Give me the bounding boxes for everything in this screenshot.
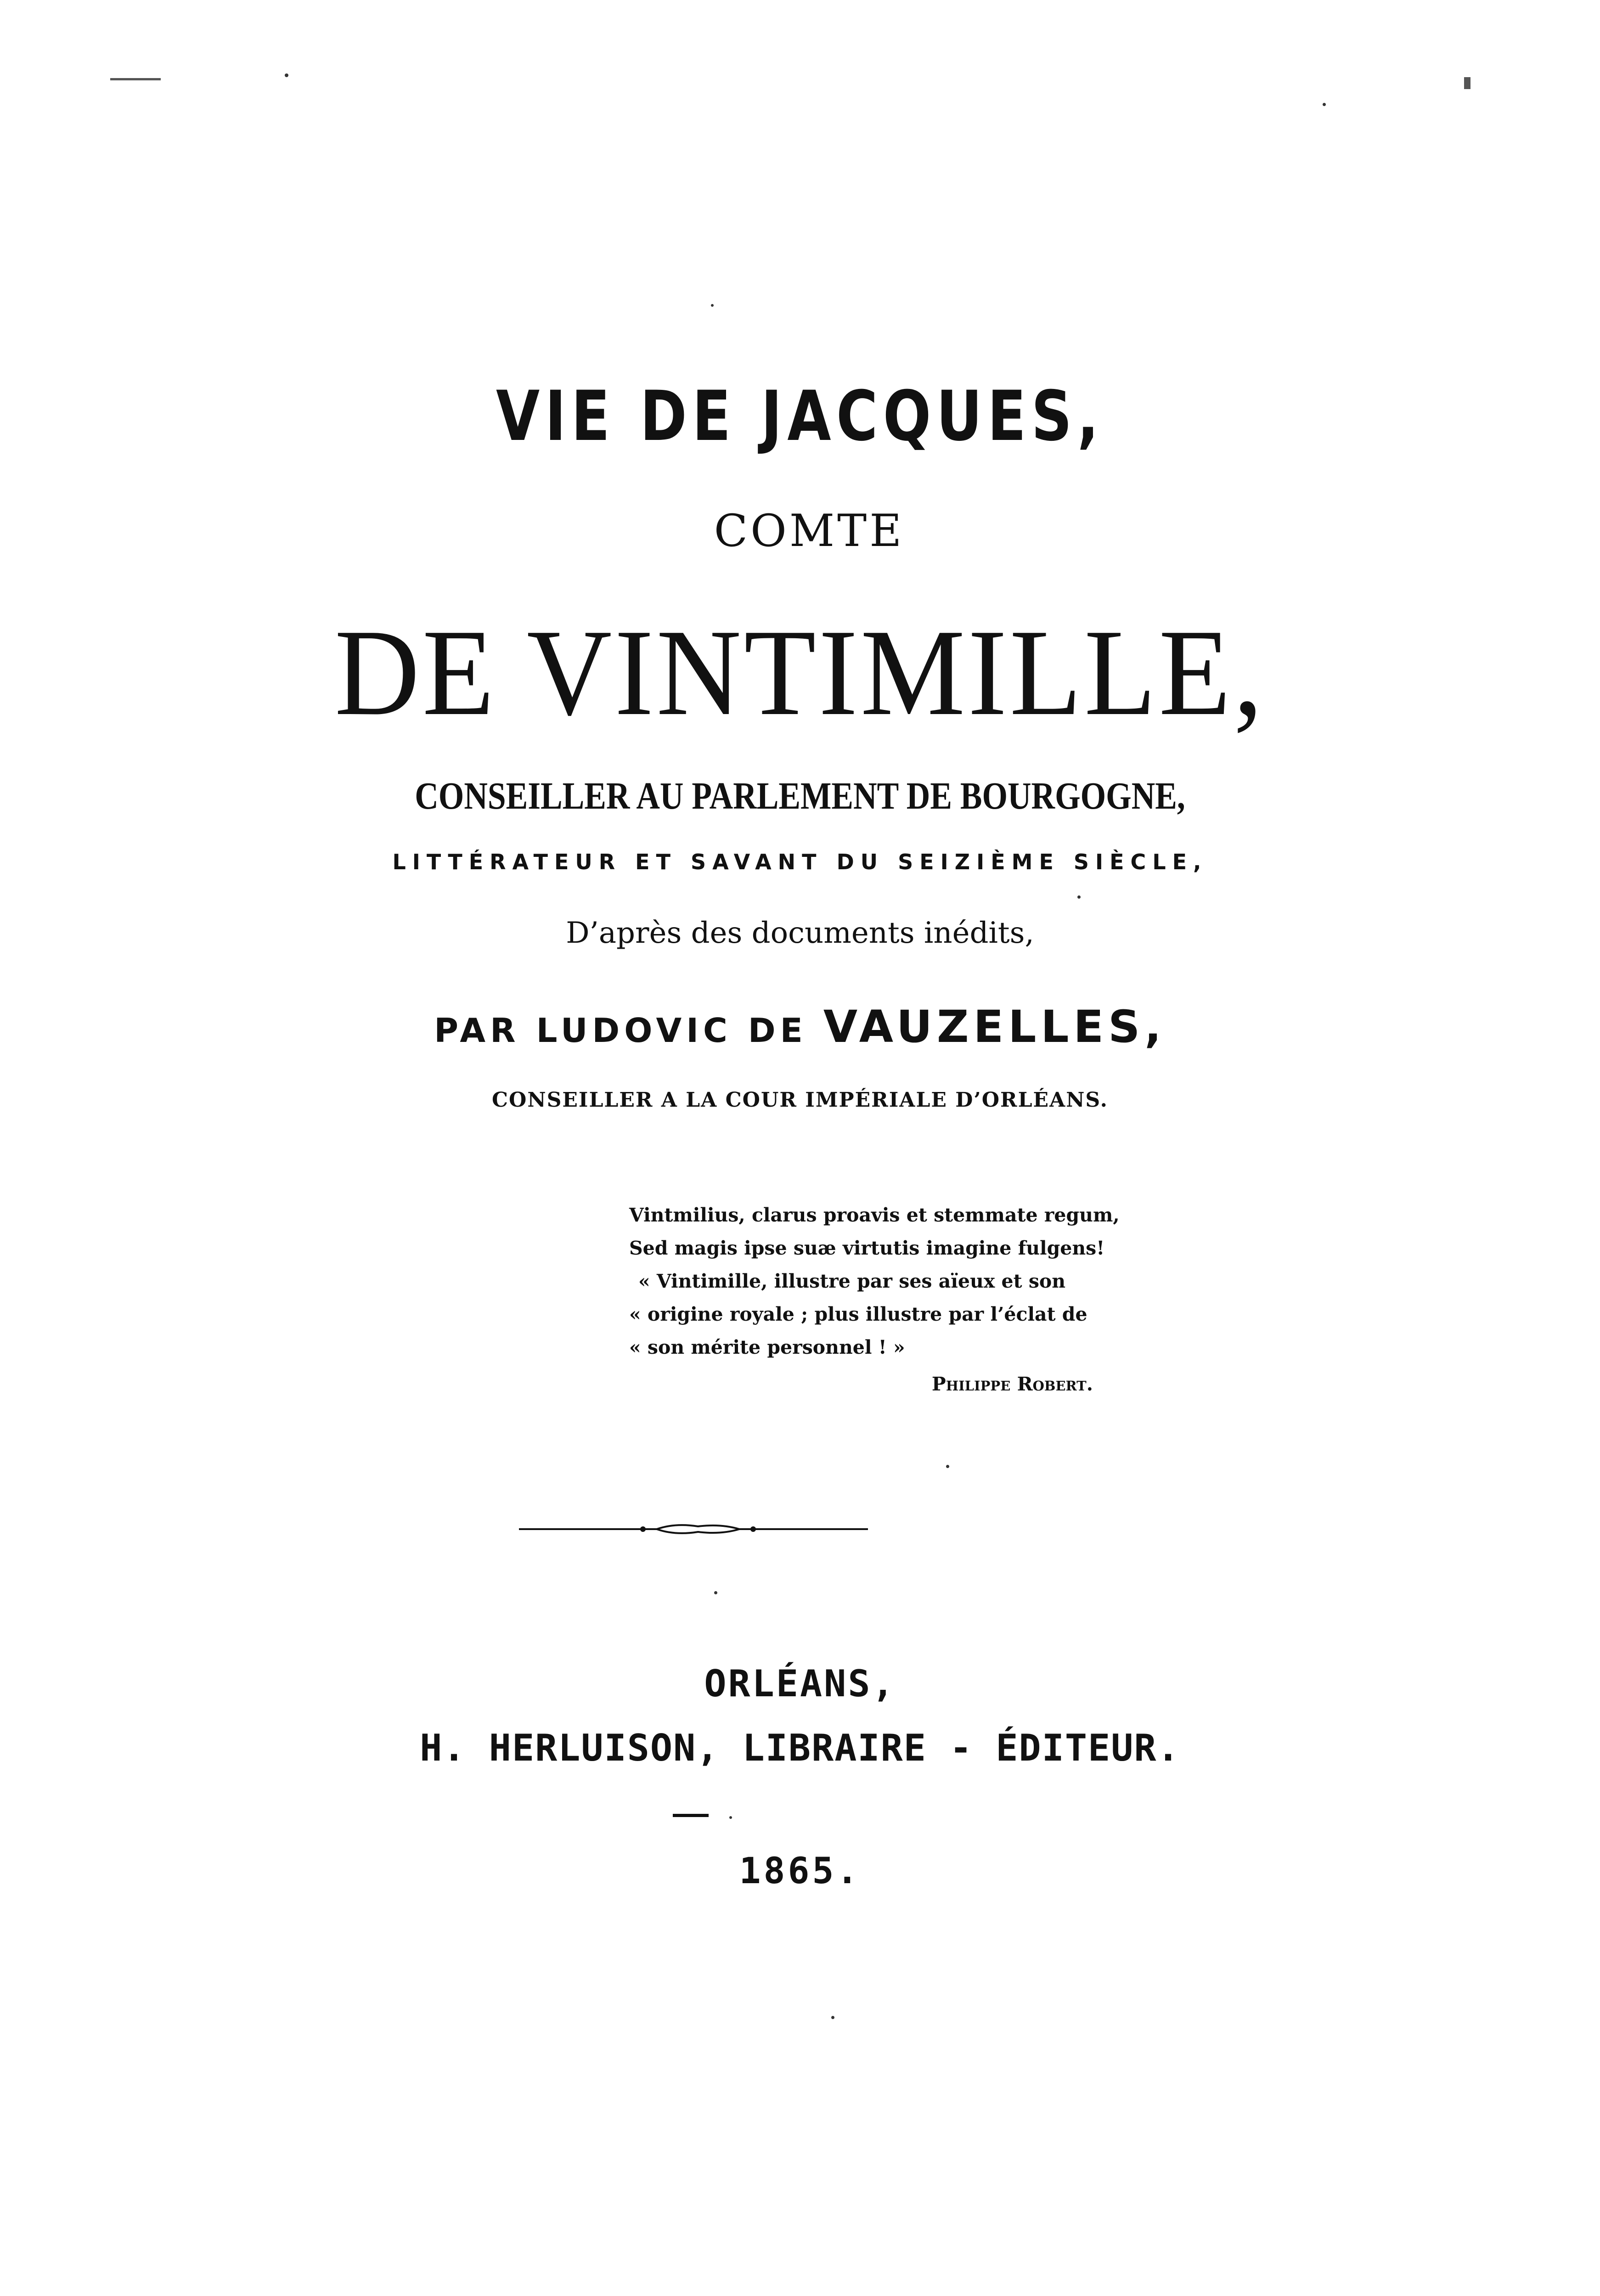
sources-note: D’après des documents inédits, — [566, 916, 1034, 950]
subtitle-office: CONSEILLER AU PARLEMENT DE BOURGOGNE, — [415, 775, 1185, 817]
author-title: CONSEILLER A LA COUR IMPÉRIALE D’ORLÉANS. — [492, 1088, 1108, 1112]
subtitle-role: LITTÉRATEUR ET SAVANT DU SEIZIÈME SIÈCLE, — [392, 850, 1208, 874]
epigraph-french-line: « son mérite personnel ! » — [629, 1336, 905, 1358]
imprint-year: 1865. — [739, 1851, 861, 1892]
scan-mark — [110, 78, 161, 80]
imprint-divider — [673, 1814, 709, 1817]
title-line-3: DE VINTIMILLE, — [334, 604, 1266, 741]
epigraph-latin-line: Sed magis ipse suæ virtutis imagine fulgens! — [629, 1237, 1105, 1259]
author-surname: VAUZELLES, — [823, 1001, 1166, 1052]
title-line-2: COMTE — [714, 505, 905, 557]
epigraph-attribution: Philippe Robert. — [931, 1373, 1093, 1395]
ornamental-rule — [519, 1520, 868, 1538]
epigraph-french-line: « Vintimille, illustre par ses aïeux et son — [638, 1270, 1066, 1292]
imprint-publisher: H. HERLUISON, LIBRAIRE - ÉDITEUR. — [420, 1727, 1180, 1769]
author-prefix: PAR LUDOVIC DE — [434, 1011, 807, 1050]
author-line — [0, 1001, 1600, 1052]
scan-speck — [714, 1591, 717, 1594]
imprint-city: ORLÉANS, — [704, 1662, 896, 1705]
epigraph-latin-line: Vintmilius, clarus proavis et stemmate regum, — [629, 1204, 1120, 1226]
shelfmark-text: 210. e. 88. — [496, 2291, 498, 2292]
scan-speck — [285, 73, 288, 77]
epigraph — [629, 1199, 1144, 1401]
scan-speck — [729, 1816, 732, 1819]
scan-speck — [711, 304, 714, 307]
scan-speck — [1077, 895, 1081, 899]
scan-speck — [946, 1465, 949, 1468]
scan-speck — [1323, 103, 1326, 106]
handwritten-shelfmark — [496, 2291, 1047, 2296]
title-line-1: VIE DE JACQUES, — [496, 377, 1104, 456]
scan-speck — [831, 2016, 834, 2019]
scan-mark — [1464, 77, 1470, 89]
epigraph-french-line: « origine royale ; plus illustre par l’éclat de — [629, 1303, 1087, 1325]
